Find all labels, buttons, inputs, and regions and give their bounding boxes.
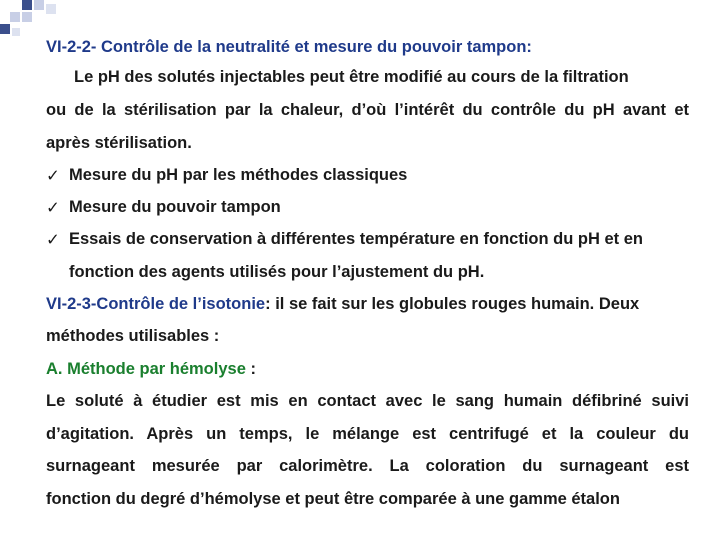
checklist-item-1: Mesure du pH par les méthodes classiques <box>69 166 408 184</box>
heading-vi-2-3-line-2: méthodes utilisables : <box>46 327 220 345</box>
method-a-heading <box>46 360 256 379</box>
heading-vi-2-2: VI-2-2- Contrôle de la neutralité et mesure du pouvoir tampon: <box>46 38 532 56</box>
paragraph-line-2: d’agitation. Après un temps, le mélange est centrifugé et la couleur du <box>46 425 689 443</box>
checklist-item-3-continuation: fonction des agents utilisés pour l’ajustement du pH. <box>69 263 485 281</box>
heading-vi-2-3-rest: : il se fait sur les globules rouges humain. Deux <box>265 295 640 313</box>
intro-line-1: Le pH des solutés injectables peut être modifié au cours de la filtration <box>74 68 629 86</box>
checklist-item-3: Essais de conservation à différentes température en fonction du pH et en <box>69 230 643 248</box>
intro-line-3: après stérilisation. <box>46 134 192 152</box>
paragraph-line-1: Le soluté à étudier est mis en contact avec le sang humain défibriné suivi <box>46 392 689 410</box>
check-icon: ✓ <box>46 231 60 249</box>
heading-vi-2-3-label: VI-2-3-Contrôle de l’isotonie <box>46 295 266 313</box>
checklist-item-2: Mesure du pouvoir tampon <box>69 198 281 216</box>
check-icon: ✓ <box>46 167 60 185</box>
paragraph-line-3: surnageant mesurée par calorimètre. La coloration du surnageant est <box>46 457 689 475</box>
method-a-suffix: : <box>245 360 256 378</box>
corner-decoration <box>0 0 70 40</box>
heading-vi-2-3 <box>46 295 639 314</box>
intro-line-2: ou de la stérilisation par la chaleur, d’où l’intérêt du contrôle du pH avant et <box>46 101 689 119</box>
method-a-label: A. Méthode par hémolyse <box>46 360 246 378</box>
paragraph-line-4: fonction du degré d’hémolyse et peut être comparée à une gamme étalon <box>46 490 620 508</box>
check-icon: ✓ <box>46 199 60 217</box>
